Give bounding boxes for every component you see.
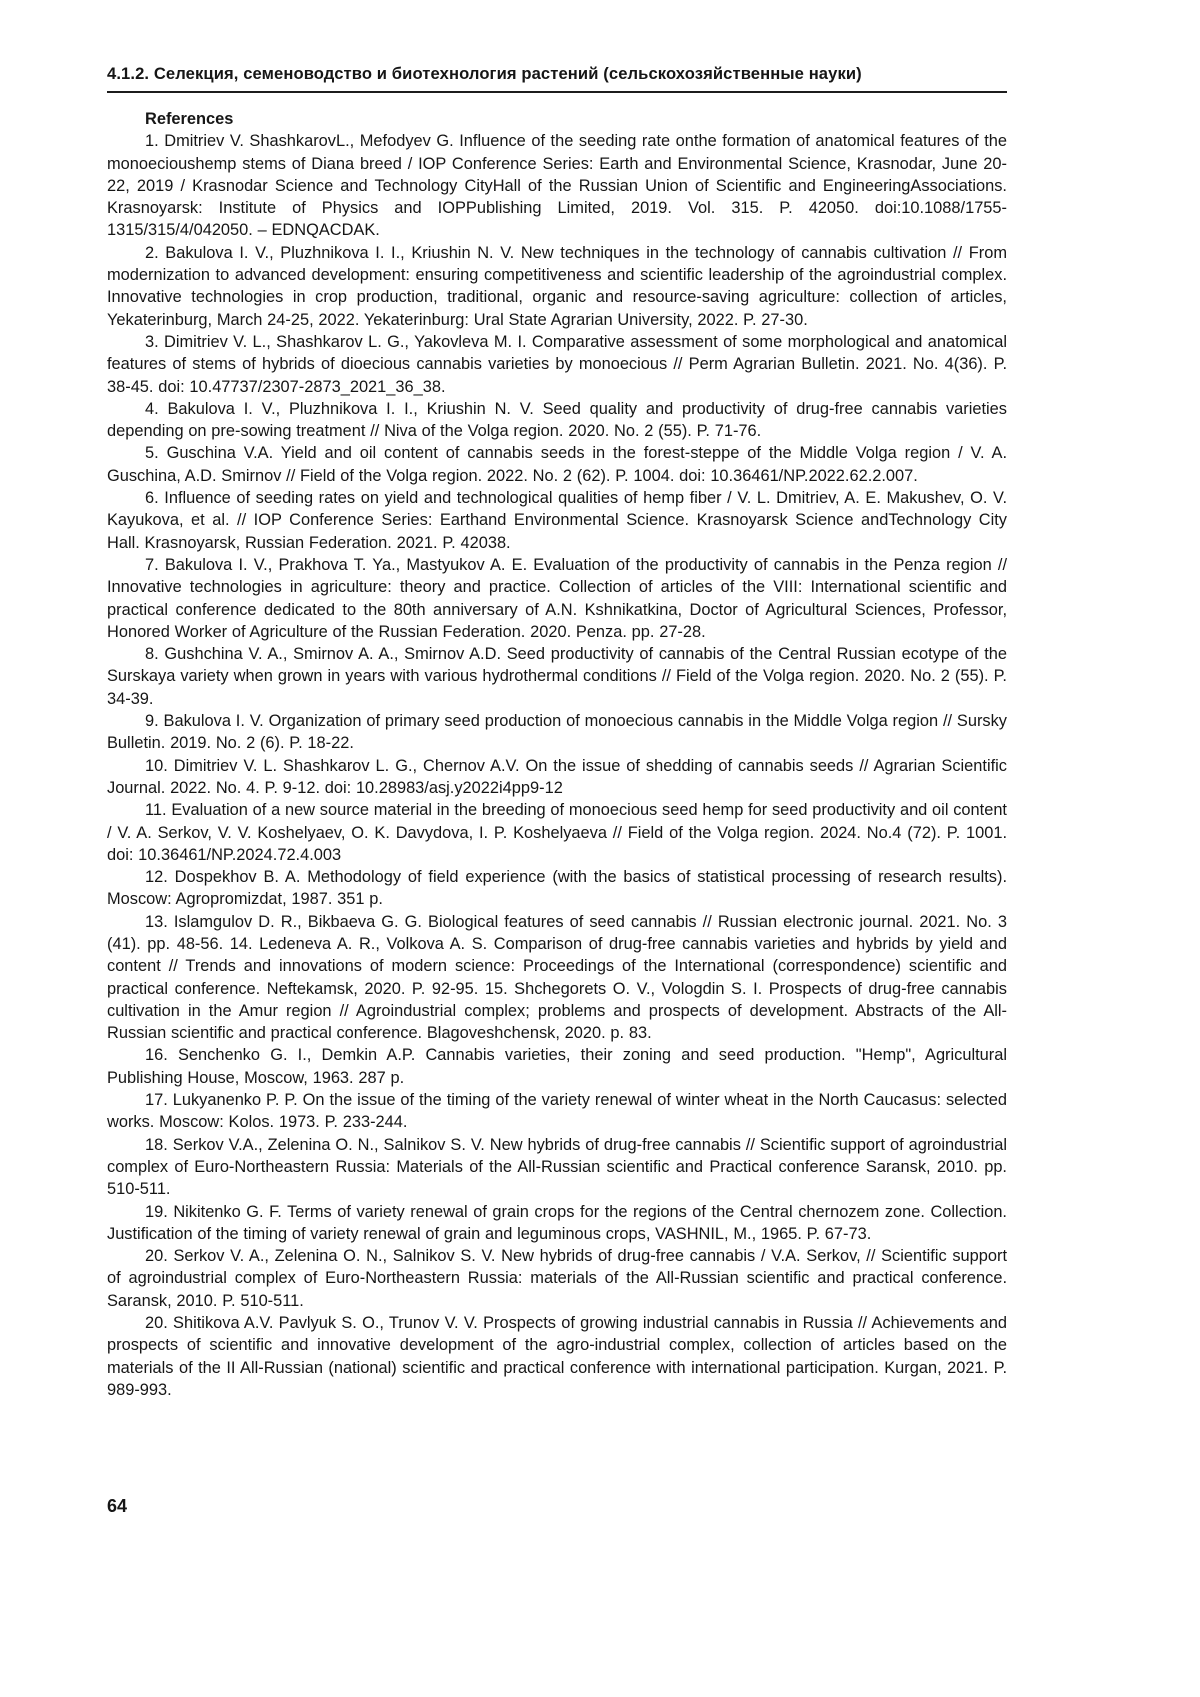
references-section: [107, 108, 1007, 1401]
reference-item: 18. Serkov V.A., Zelenina O. N., Salnikov S. V. New hybrids of drug-free cannabis // Scientific support of agroindustrial complex of Euro-Northeastern Russia: Materials of the All-Russian scientific and Practical conference Saransk, 2010. pp. 510-511.: [107, 1135, 1007, 1199]
reference-item: 5. Guschina V.A. Yield and oil content of cannabis seeds in the forest-steppe of the Middle Volga region / V. A. Guschina, A.D. Smirnov // Field of the Volga region. 2022. No. 2 (62). P. 1004. doi: 10.36461/NP.2022.62.2.007.: [107, 444, 1007, 485]
reference-item: 16. Senchenko G. I., Demkin A.P. Cannabis varieties, their zoning and seed production. "Hemp", Agricultural Publishing House, Moscow, 1963. 287 p.: [107, 1046, 1007, 1087]
reference-item: 11. Evaluation of a new source material in the breeding of monoecious seed hemp for seed productivity and oil content / V. A. Serkov, V. V. Koshelyaev, O. K. Davydova, I. P. Koshelyaeva // Field of the Volga region. 2024. No.4 (72). P. 1001. doi: 10.36461/NP.2024.72.4.003: [107, 801, 1007, 864]
references-title: References: [145, 110, 234, 128]
section-header-title: 4.1.2. Селекция, семеноводство и биотехнология растений (сельскохозяйственные науки): [107, 64, 1007, 93]
reference-item: 19. Nikitenko G. F. Terms of variety renewal of grain crops for the regions of the Central chernozem zone. Collection. Justification of the timing of variety renewal of grain and leguminous crops, VASHNIL, M., 1965. P. 67-73.: [107, 1202, 1007, 1243]
reference-item: 20. Shitikova A.V. Pavlyuk S. O., Trunov V. V. Prospects of growing industrial cannabis in Russia // Achievements and prospects of scientific and innovative development of the agro-industrial complex, collection of articles based on the materials of the II All-Russian (national) scientific and practical conference with international participation. Kurgan, 2021. P. 989-993.: [107, 1314, 1007, 1399]
reference-item: 1. Dmitriev V. ShashkarovL., Mefodyev G. Influence of the seeding rate onthe formation of anatomical features of the monoecioushemp stems of Diana breed / IOP Conference Series: Earth and Environmental Science, Krasnodar, June 20-22, 2019 / Krasnodar Science and Technology CityHall of the Russian Union of Scientific and EngineeringAssociations. Krasnoyarsk: Institute of Physics and IOPPublishing Limited, 2019. Vol. 315. P. 42050. doi:10.1088/1755-1315/315/4/042050. – EDNQACDAK.: [107, 132, 1007, 240]
reference-item: 7. Bakulova I. V., Prakhova T. Ya., Mastyukov A. E. Evaluation of the productivity of cannabis in the Penza region // Innovative technologies in agriculture: theory and practice. Collection of articles of the VIII: International scientific and practical conference dedicated to the 80th anniversary of A.N. Kshnikatkina, Doctor of Agricultural Sciences, Professor, Honored Worker of Agriculture of the Russian Federation. 2020. Penza. pp. 27-28.: [107, 555, 1007, 641]
page-number: 64: [107, 1496, 128, 1516]
reference-item: 9. Bakulova I. V. Organization of primary seed production of monoecious cannabis in the Middle Volga region // Sursky Bulletin. 2019. No. 2 (6). P. 18-22.: [107, 712, 1007, 753]
reference-item: 20. Serkov V. A., Zelenina O. N., Salnikov S. V. New hybrids of drug-free cannabis / V.A. Serkov, // Scientific support of agroindustrial complex of Euro-Northeastern Russia: materials of the All-Russian scientific and practical conference. Saransk, 2010. P. 510-511.: [107, 1247, 1007, 1310]
references-list: [107, 130, 1007, 1401]
section-header: [107, 64, 1007, 93]
reference-item: 4. Bakulova I. V., Pluzhnikova I. I., Kriushin N. V. Seed quality and productivity of drug-free cannabis varieties depending on pre-sowing treatment // Niva of the Volga region. 2020. No. 2 (55). P. 71-76.: [107, 399, 1007, 441]
reference-item: 17. Lukyanenko P. P. On the issue of the timing of the variety renewal of winter wheat in the North Caucasus: selected works. Moscow: Kolos. 1973. P. 233-244.: [107, 1091, 1007, 1132]
reference-item: 6. Influence of seeding rates on yield and technological qualities of hemp fiber / V. L. Dmitriev, A. E. Makushev, O. V. Kayukova, et al. // IOP Conference Series: Earthand Environmental Science. Krasnoyarsk Science andTechnology City Hall. Krasnoyarsk, Russian Federation. 2021. P. 42038.: [107, 489, 1007, 552]
reference-item: 10. Dimitriev V. L. Shashkarov L. G., Chernov A.V. On the issue of shedding of cannabis seeds // Agrarian Scientific Journal. 2022. No. 4. P. 9-12. doi: 10.28983/asj.y2022i4pp9-12: [107, 756, 1007, 797]
reference-item: 3. Dimitriev V. L., Shashkarov L. G., Yakovleva M. I. Comparative assessment of some morphological and anatomical features of stems of hybrids of dioecious cannabis varieties by monoecious // Perm Agrarian Bulletin. 2021. No. 4(36). P. 38-45. doi: 10.47737/2307-2873_2021_36_38.: [107, 332, 1007, 396]
reference-item: 12. Dospekhov B. A. Methodology of field experience (with the basics of statistical processing of research results). Moscow: Agropromizdat, 1987. 351 p.: [107, 868, 1007, 909]
reference-item: 2. Bakulova I. V., Pluzhnikova I. I., Kriushin N. V. New techniques in the technology of cannabis cultivation // From modernization to advanced development: ensuring competitiveness and scientific leadership of the agroindustrial complex. Innovative technologies in crop production, traditional, organic and resource-saving agriculture: collection of articles, Yekaterinburg, March 24-25, 2022. Yekaterinburg: Ural State Agrarian University, 2022. P. 27-30.: [107, 243, 1007, 329]
reference-item: 13. Islamgulov D. R., Bikbaeva G. G. Biological features of seed cannabis // Russian electronic journal. 2021. No. 3 (41). pp. 48-56. 14. Ledeneva A. R., Volkova A. S. Comparison of drug-free cannabis varieties and hybrids by yield and content // Trends and innovations of modern science: Proceedings of the International (correspondence) scientific and practical conference. Neftekamsk, 2020. P. 92-95. 15. Shchegorets O. V., Vologdin S. I. Prospects of drug-free cannabis cultivation in the Amur region // Agroindustrial complex; problems and prospects of development. Abstracts of the All-Russian scientific and practical conference. Blagoveshchensk, 2020. p. 83.: [107, 912, 1007, 1043]
reference-item: 8. Gushchina V. A., Smirnov A. A., Smirnov A.D. Seed productivity of cannabis of the Central Russian ecotype of the Surskaya variety when grown in years with various hydrothermal conditions // Field of the Volga region. 2020. No. 2 (55). P. 34-39.: [107, 645, 1007, 708]
